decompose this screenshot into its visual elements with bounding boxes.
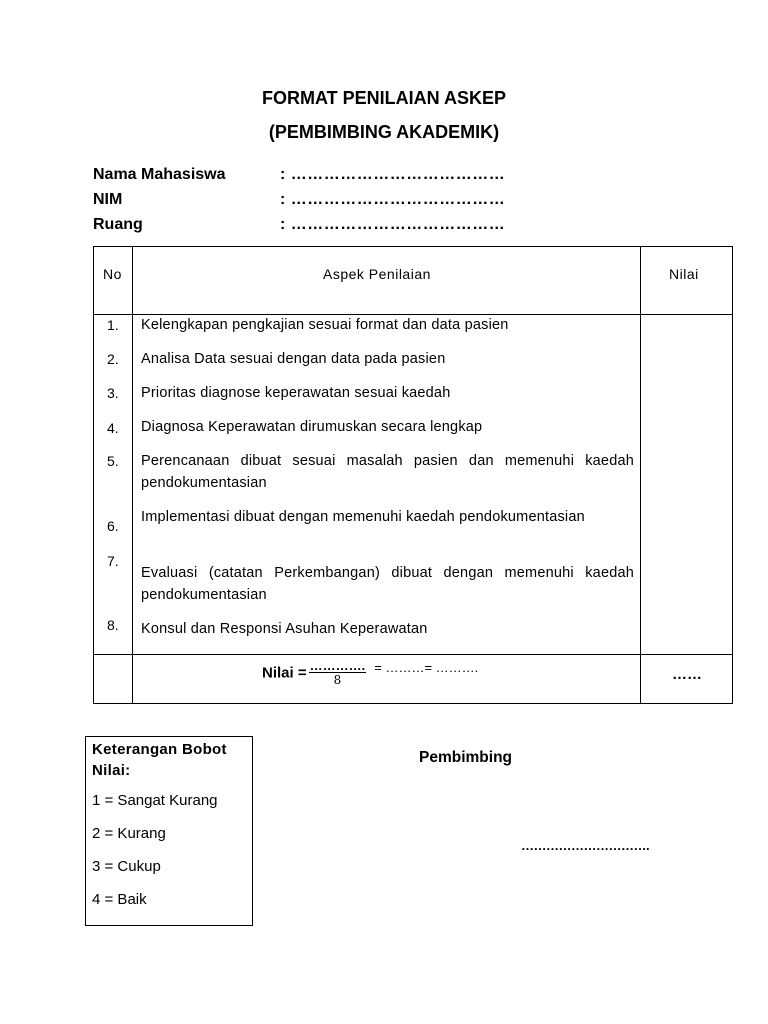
row-text: Evaluasi (catatan Perkembangan) dibuat dengan memenuhi kaedah pendokumentasian [141,565,634,603]
header-nilai: Nilai [669,266,699,282]
nilai-formula [262,660,478,687]
pembimbing-label: Pembimbing [419,749,513,766]
field-value: : ………………………………… [280,166,506,183]
row-text: Prioritas diagnose keperawatan sesuai kaedah [141,385,451,401]
row-text: Konsul dan Responsi Asuhan Keperawatan [141,621,428,637]
row-number: 1. [107,317,119,333]
row-number: 6. [107,518,119,534]
field-label: Nama Mahasiswa [93,166,226,183]
fraction-denominator: 8 [333,673,342,687]
field-nim [93,191,505,209]
legend-item: 1 = Sangat Kurang [92,792,218,809]
nilai-label: Nilai = [262,664,307,682]
row-text: Analisa Data sesuai dengan data pada pasien [141,351,446,367]
row-text: Perencanaan dibuat sesuai masalah pasien dan memenuhi kaedah pendokumentasian [141,453,634,491]
header-no: No [103,266,122,282]
field-value: : ………………………………… [280,216,506,233]
row-text: Implementasi dibuat dengan memenuhi kaedah pendokumentasian [141,509,585,525]
legend-box [85,736,253,926]
row-number: 8. [107,617,119,633]
row-number: 3. [107,385,119,401]
fraction-numerator: …………. [309,658,366,673]
row-text: Kelengkapan pengkajian sesuai format dan data pasien [141,317,509,333]
field-label: NIM [93,191,123,208]
header-aspek: Aspek Penilaian [323,266,431,282]
signature-line: …………………………. [521,838,650,853]
nilai-total-value: …… [672,666,702,683]
row-number: 2. [107,351,119,367]
table-divider [640,247,641,703]
row-number: 7. [107,553,119,569]
legend-item: 2 = Kurang [92,825,166,842]
nilai-fraction [309,660,367,687]
legend-title: Keterangan Bobot Nilai: [92,741,227,779]
field-label: Ruang [93,216,143,233]
field-value: : ………………………………… [280,191,506,208]
field-nama-mahasiswa [93,166,505,184]
row-text: Diagnosa Keperawatan dirumuskan secara lengkap [141,419,483,435]
page-title: FORMAT PENILAIAN ASKEP [261,88,506,108]
nilai-result: = ………= ………. [374,660,479,675]
table-divider [94,654,732,655]
row-number: 4. [107,420,119,436]
assessment-table [93,246,733,704]
legend-item: 3 = Cukup [92,858,161,875]
table-divider [132,247,133,703]
field-ruang [93,216,505,234]
page-subtitle: (PEMBIMBING AKADEMIK) [268,122,500,142]
legend-item: 4 = Baik [92,891,147,908]
row-number: 5. [107,453,119,469]
